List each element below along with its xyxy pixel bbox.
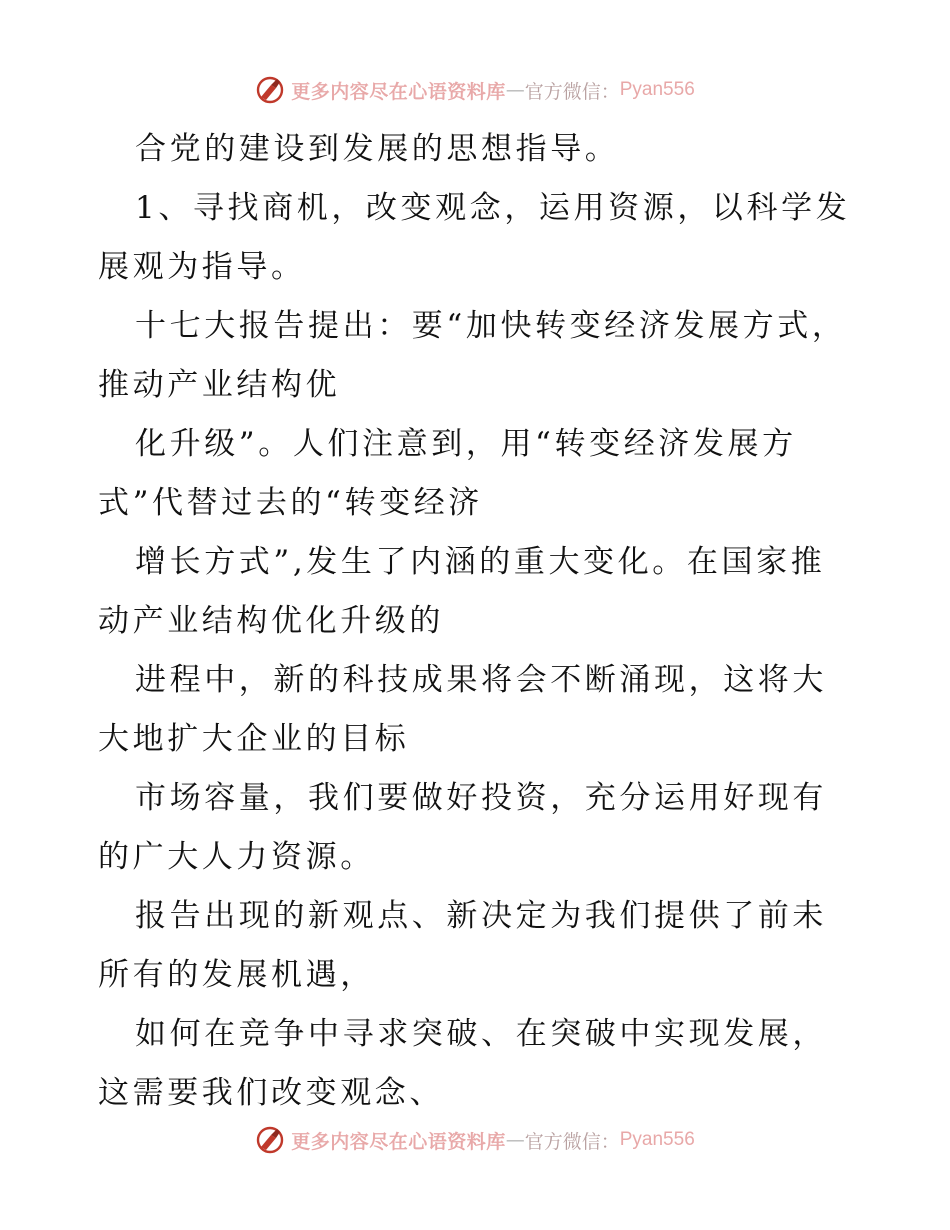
header-banner-text: 更多内容尽在心语资料库 [291, 80, 506, 103]
paragraph: 进程中，新的科技成果将会不断涌现，这将大大地扩大企业的目标 [98, 662, 827, 757]
footer-banner-text: 更多内容尽在心语资料库 [291, 1130, 506, 1153]
paragraph: 市场容量，我们要做好投资，充分运用好现有的广大人力资源。 [98, 780, 827, 875]
document-body [98, 120, 858, 1123]
paragraph: 如何在竞争中寻求突破、在突破中实现发展，这需要我们改变观念、 [98, 1016, 827, 1111]
header-banner [0, 70, 950, 110]
pen-nib-logo-icon [255, 1125, 285, 1155]
footer-wechat-label: 官方微信： [524, 1130, 620, 1153]
footer-banner [0, 1120, 950, 1160]
header-banner-separator: — [505, 79, 525, 101]
header-wechat-label: 官方微信： [524, 80, 620, 103]
paragraph: 报告出现的新观点、新决定为我们提供了前未所有的发展机遇， [98, 898, 827, 993]
footer-banner-separator: — [505, 1129, 525, 1151]
paragraph: 十七大报告提出：要“加快转变经济发展方式，推动产业结构优 [98, 308, 847, 403]
paragraph: 合党的建设到发展的思想指导。 [135, 131, 620, 167]
header-wechat-id: Pyan556 [619, 79, 695, 100]
paragraph: 化升级”。人们注意到，用“转变经济发展方式”代替过去的“转变经济 [98, 426, 797, 521]
paragraph: 增长方式”,发生了内涵的重大变化。在国家推动产业结构优化升级的 [98, 544, 826, 639]
pen-nib-logo-icon [255, 75, 285, 105]
paragraph: 1、寻找商机，改变观念，运用资源，以科学发展观为指导。 [98, 190, 851, 285]
footer-wechat-id: Pyan556 [619, 1129, 695, 1150]
